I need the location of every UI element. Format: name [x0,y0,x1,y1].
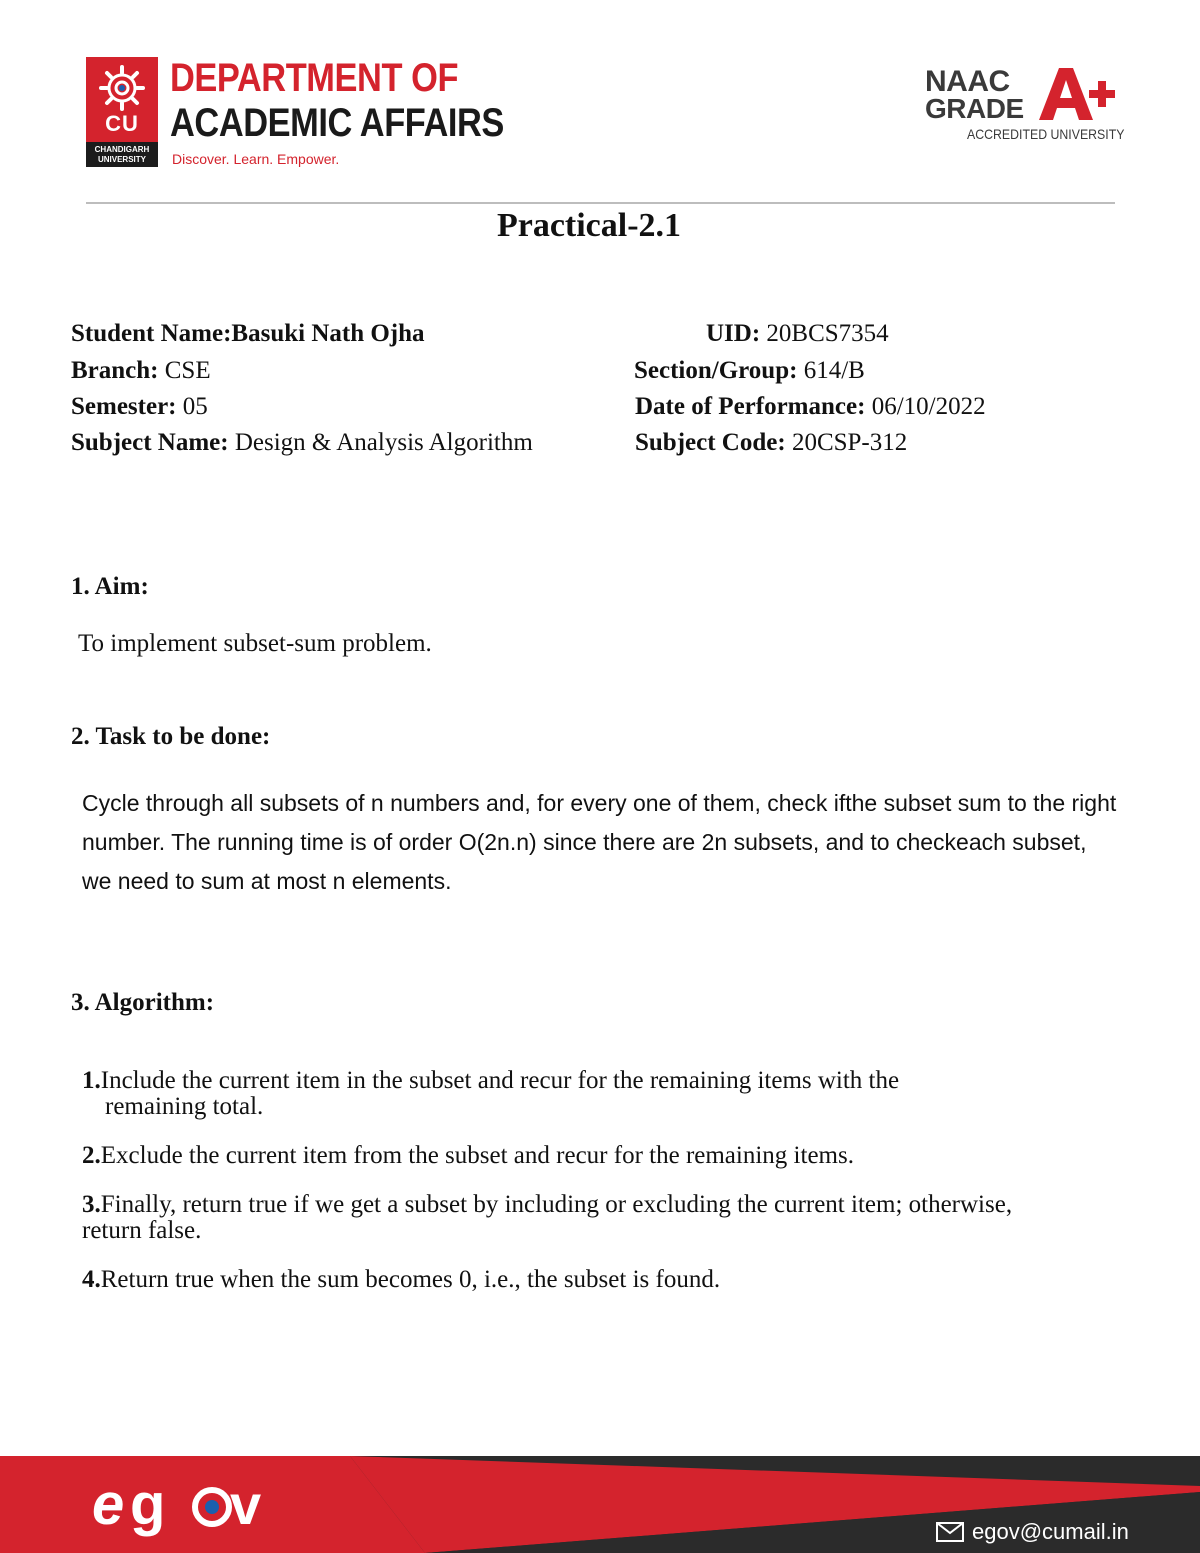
date-label: Date of Performance: [635,393,866,420]
svg-text:g: g [130,1474,166,1537]
branch-value: CSE [158,357,211,384]
naac-grade-label: GRADE [925,93,1024,124]
student-branch [71,357,211,385]
department-tagline: Discover. Learn. Empower. [172,151,340,167]
semester-label: Semester: [71,393,177,420]
step-number: 4. [82,1266,101,1293]
subject-value: Design & Analysis Algorithm [228,429,533,456]
logo-university-name: CHANDIGARH UNIVERSITY [86,142,158,167]
step-number: 2. [82,1142,101,1169]
algorithm-heading: 3. Algorithm: [71,989,215,1016]
step-text: Finally, return true if we get a subset by including or excluding the current item; otherwise, return false. [82,1191,1013,1244]
date-value: 06/10/2022 [865,393,986,420]
naac-badge [925,64,1125,144]
aim-text: To implement subset-sum problem. [78,630,432,657]
code-value: 20CSP-312 [785,429,908,456]
header-divider [86,202,1115,204]
algorithm-step [82,1068,1082,1120]
page-footer [0,1456,1200,1553]
step-number: 1. [82,1067,101,1094]
svg-text:e: e [92,1474,125,1537]
student-name [71,320,425,348]
grade-a-plus-icon [1037,64,1117,124]
subject-label: Subject Name: [71,429,229,456]
uid-label: UID: [706,320,761,347]
step-text: Exclude the current item from the subset and recur for the remaining items. [100,1142,854,1169]
algorithm-step [82,1267,1082,1293]
logo-cu-text: CU [105,111,139,136]
svg-text:v: v [230,1474,262,1536]
footer-email-text[interactable]: egov@cumail.in [972,1519,1129,1544]
student-semester [71,393,208,421]
section-label: Section/Group: [634,357,798,384]
algorithm-step [82,1143,1082,1169]
naac-label: NAAC [925,65,1010,98]
accredited-university-label: ACCREDITED UNIVERSITY [967,126,1125,142]
egov-logo-icon [92,1474,272,1538]
subject-code [635,429,907,457]
page-title: Practical-2.1 [496,207,682,244]
section-value: 614/B [797,357,865,384]
code-label: Subject Code: [635,429,786,456]
aim-heading: 1. Aim: [71,573,149,600]
student-name-value: Basuki Nath Ojha [231,320,425,347]
department-title-line1: DEPARTMENT OF [170,56,459,100]
footer-email [936,1519,1129,1545]
date-of-performance [635,393,986,421]
branch-label: Branch: [71,357,159,384]
student-name-label: Student Name: [71,320,232,347]
student-section [634,357,865,385]
department-title-line2: ACADEMIC AFFAIRS [170,101,504,145]
step-text-continued: remaining total. [105,1093,264,1120]
task-heading: 2. Task to be done: [71,723,271,750]
step-text: Include the current item in the subset and recur for the remaining items with the [100,1067,900,1094]
semester-value: 05 [176,393,208,420]
uid-value: 20BCS7354 [760,320,889,347]
subject-name [71,429,533,457]
algorithm-step [82,1192,1062,1244]
mail-icon [936,1522,964,1542]
step-text: Return true when the sum becomes 0, i.e., the subset is found. [100,1266,721,1293]
step-number: 3. [82,1191,101,1218]
student-uid [706,320,889,348]
task-text: Cycle through all subsets of n numbers and, for every one of them, check ifthe subset sum to the right number. The running time is of order O(2n.n) since there are 2n subsets, and to checkeach subset, we need to sum at most n elements. [82,790,1117,894]
university-logo [86,57,158,167]
